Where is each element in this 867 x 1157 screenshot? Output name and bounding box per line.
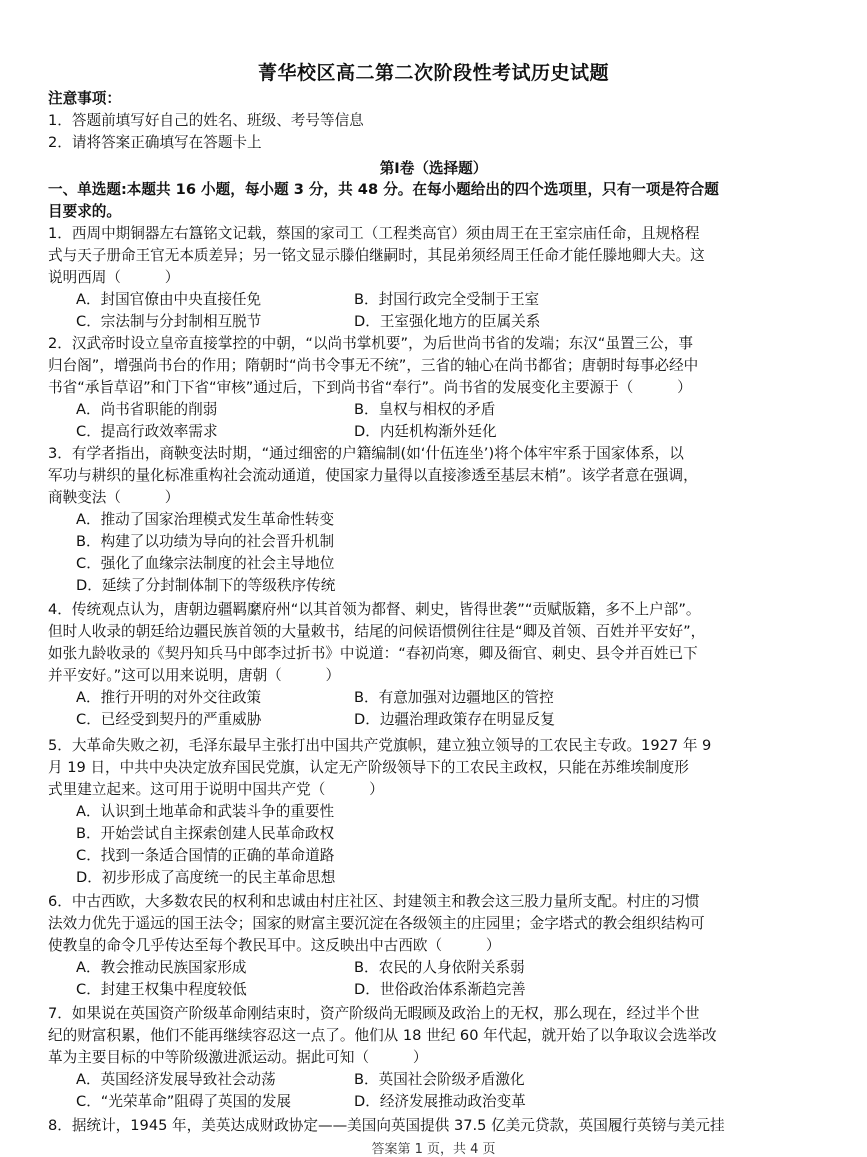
question-7-option-a: A．英国经济发展导致社会动荡 <box>76 1071 276 1088</box>
section-heading: 目要求的。 <box>48 203 121 220</box>
question-5-stem: 月 19 日，中共中央决定放弃国民党旗，认定无产阶级领导下的工农民主政权，只能在苏维埃制度形 <box>48 759 689 776</box>
question-5-option-a: A．认识到土地革命和武装斗争的重要性 <box>76 803 335 820</box>
question-6-option-a: A．教会推动民族国家形成 <box>76 959 247 976</box>
question-4-option-c: C．已经受到契丹的严重威胁 <box>76 711 262 728</box>
question-4-option-a: A．推行开明的对外交往政策 <box>76 689 262 706</box>
notice-item: 2．请将答案正确填写在答题卡上 <box>48 134 262 151</box>
question-7-stem: 革为主要目标的中等阶级激进派运动。据此可知（ ） <box>48 1049 428 1066</box>
question-4-stem: 如张九龄收录的《契丹知兵马中郎李过折书》中说道：“春初尚寒，卿及衙官、刺史、县令并百姓已下 <box>48 645 698 662</box>
question-6-option-c: C．封建王权集中程度较低 <box>76 981 247 998</box>
question-5-stem: 5．大革命失败之初，毛泽东最早主张打出中国共产党旗帜，建立独立领导的工农民主专政。1927 年 9 <box>48 737 712 754</box>
page-title: 菁华校区高二第二次阶段性考试历史试题 <box>257 62 609 84</box>
volume-title: 第Ⅰ卷（选择题） <box>379 160 488 177</box>
question-7-option-c: C．“光荣革命”阻碍了英国的发展 <box>76 1093 292 1110</box>
section-heading: 一、单选题:本题共 16 小题，每小题 3 分，共 48 分。在每小题给出的四个选项里，只有一项是符合题 <box>48 181 719 198</box>
question-1-option-d: D．王室强化地方的臣属关系 <box>354 313 541 330</box>
question-3-option-c: C．强化了血缘宗法制度的社会主导地位 <box>76 555 335 572</box>
question-3-stem: 商鞅变法（ ） <box>48 489 180 506</box>
question-6-stem: 法效力优先于遥远的国王法令；国家的财富主要沉淀在各级领主的庄园里；金字塔式的教会组织结构可 <box>48 915 705 932</box>
question-6-option-b: B．农民的人身依附关系弱 <box>354 959 525 976</box>
question-2-option-a: A．尚书省职能的削弱 <box>76 401 218 418</box>
question-5-option-b: B．开始尝试自主探索创建人民革命政权 <box>76 825 335 842</box>
question-1-option-c: C．宗法制与分封制相互脱节 <box>76 313 262 330</box>
question-4-stem: 但时人收录的朝廷给边疆民族首领的大量敕书，结尾的问候语惯例往往是“卿及首领、百姓并平安好”， <box>48 623 706 640</box>
question-7-stem: 7．如果说在英国资产阶级革命刚结束时，资产阶级尚无暇顾及政治上的无权，那么现在，经过半个世 <box>48 1005 700 1022</box>
question-3-option-b: B．构建了以功绩为导向的社会晋升机制 <box>76 533 335 550</box>
page-footer: 答案第 1 页，共 4 页 <box>371 1142 496 1157</box>
question-2-stem: 归台阁”，增强尚书台的作用；隋朝时“尚书令事无不统”，三省的轴心在尚书都省；唐朝时每事必经中 <box>48 357 699 374</box>
question-2-option-b: B．皇权与相权的矛盾 <box>354 401 496 418</box>
question-1-stem: 式与天子册命王官无本质差异；另一铭文显示滕伯继嗣时，其昆弟须经周王任命才能任滕地卿大夫。这 <box>48 247 705 264</box>
question-6-option-d: D．世俗政治体系渐趋完善 <box>354 981 526 998</box>
question-8-stem: 8．据统计，1945 年，美英达成财政协定——美国向英国提供 37.5 亿美元贷款，英国履行英镑与美元挂 <box>48 1117 725 1134</box>
question-7-stem: 纪的财富积累，他们不能再继续容忍这一点了。他们从 18 世纪 60 年代起，就开始了以争取议会选举改 <box>48 1027 717 1044</box>
question-1-option-a: A．封国官僚由中央直接任免 <box>76 291 262 308</box>
question-6-stem: 使教皇的命令几乎传达至每个教民耳中。这反映出中古西欧（ ） <box>48 937 501 954</box>
question-4-stem: 4．传统观点认为，唐朝边疆羁縻府州“以其首领为都督、刺史，皆得世袭”“贡赋版籍，多不上户部”。 <box>48 601 701 618</box>
question-2-stem: 2．汉武帝时设立皇帝直接掌控的中朝，“以尚书掌机要”，为后世尚书省的发端；东汉“虽置三公，事 <box>48 335 693 352</box>
question-1-option-b: B．封国行政完全受制于王室 <box>354 291 540 308</box>
question-1-stem: 1．西周中期铜器左右簋铭文记载，蔡国的家司工（工程类高官）须由周王在王室宗庙任命，且规格程 <box>48 225 700 242</box>
question-1-stem: 说明西周（ ） <box>48 269 180 286</box>
question-2-option-c: C．提高行政效率需求 <box>76 423 218 440</box>
question-3-stem: 3．有学者指出，商鞅变法时期，“通过细密的户籍编制(如‘什伍连坐’)将个体牢牢系于国家体系，以 <box>48 445 684 462</box>
question-2-option-d: D．内廷机构渐外廷化 <box>354 423 497 440</box>
question-7-option-d: D．经济发展推动政治变革 <box>354 1093 526 1110</box>
question-5-option-c: C．找到一条适合国情的正确的革命道路 <box>76 847 335 864</box>
question-6-stem: 6．中古西欧，大多数农民的权利和忠诚由村庄社区、封建领主和教会这三股力量所支配。村庄的习惯 <box>48 893 700 910</box>
question-5-option-d: D．初步形成了高度统一的民主革命思想 <box>76 869 336 886</box>
question-4-option-b: B．有意加强对边疆地区的管控 <box>354 689 554 706</box>
question-3-option-a: A．推动了国家治理模式发生革命性转变 <box>76 511 335 528</box>
question-3-stem: 军功与耕织的量化标准重构社会流动通道，使国家力量得以直接渗透至基层末梢”。该学者意在强调， <box>48 467 698 484</box>
notice-item: 1．答题前填写好自己的姓名、班级、考号等信息 <box>48 112 364 129</box>
question-4-option-d: D．边疆治理政策存在明显反复 <box>354 711 555 728</box>
question-4-stem: 并平安好。”这可以用来说明，唐朝（ ） <box>48 667 341 684</box>
question-3-option-d: D．延续了分封制体制下的等级秩序传统 <box>76 577 336 594</box>
question-2-stem: 书省“承旨草诏”和门下省“审核”通过后，下到尚书省“奉行”。尚书省的发展变化主要源于（ ） <box>48 379 692 396</box>
notice-heading: 注意事项： <box>48 90 121 107</box>
question-7-option-b: B．英国社会阶级矛盾激化 <box>354 1071 525 1088</box>
question-5-stem: 式里建立起来。这可用于说明中国共产党（ ） <box>48 781 384 798</box>
